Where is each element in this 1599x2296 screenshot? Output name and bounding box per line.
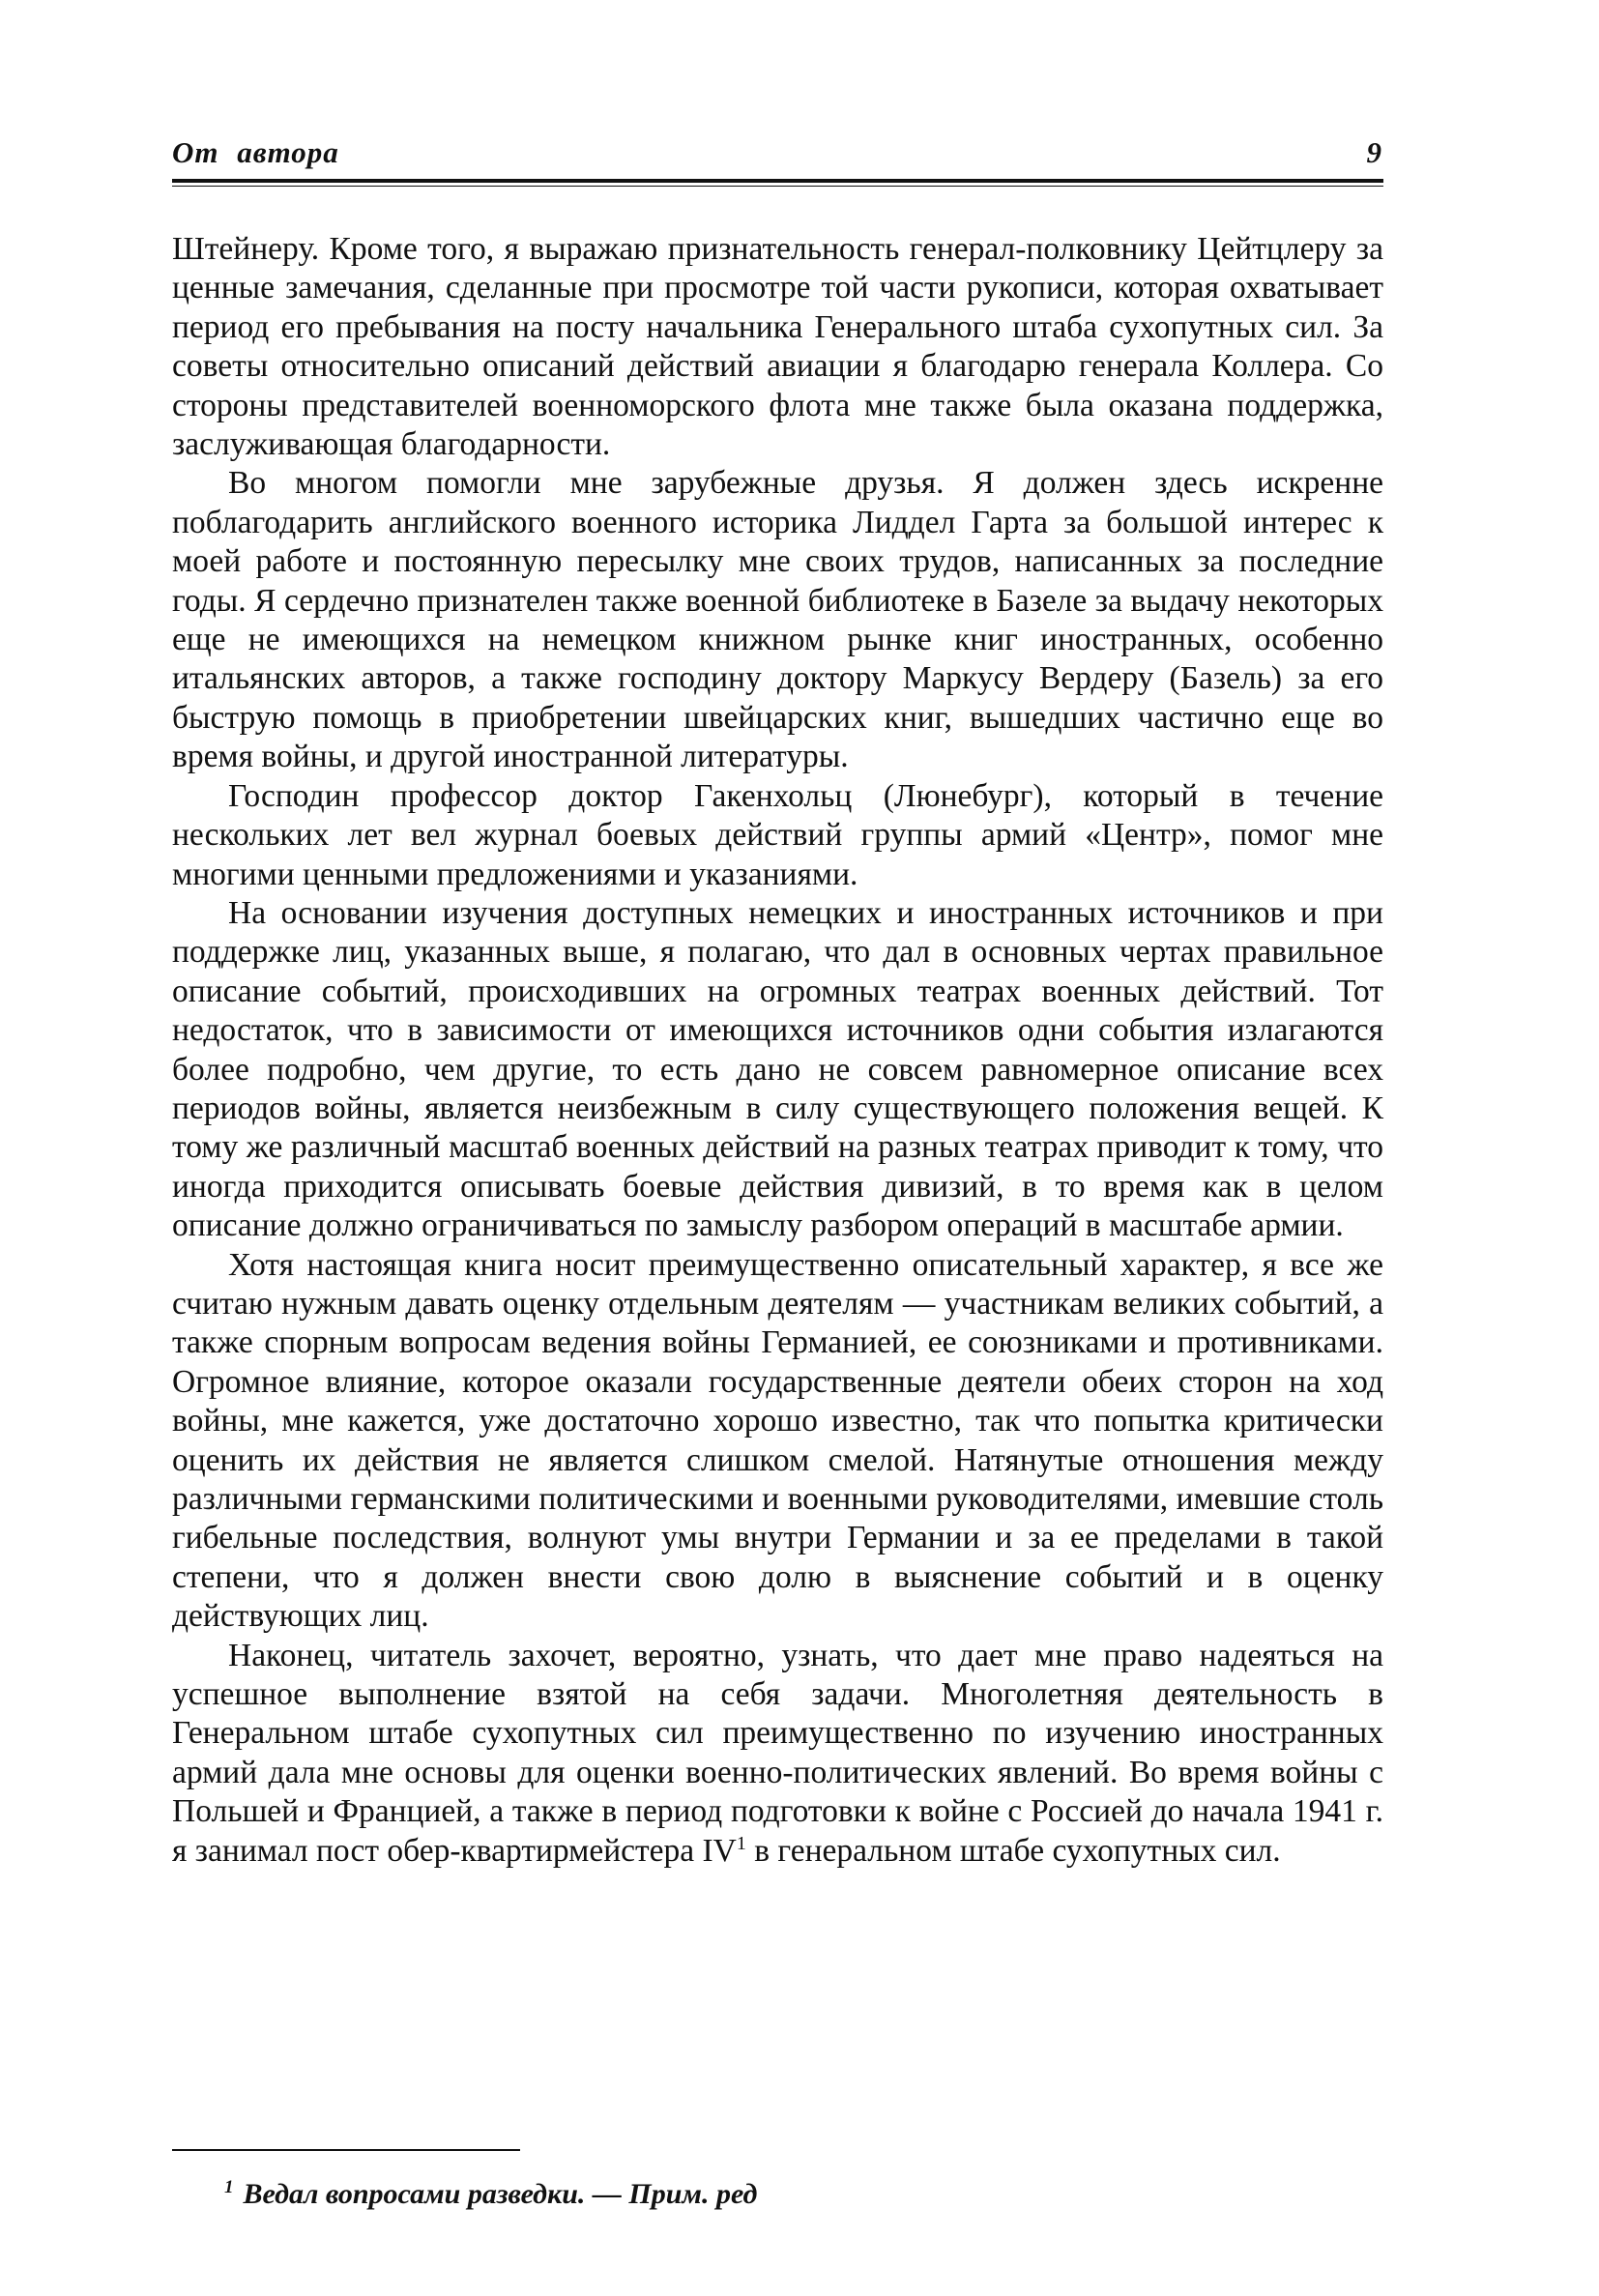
paragraph: Штейнеру. Кроме того, я выражаю признательность генерал-полковнику Цейтцлеру за ценные замечания, сделанные при просмотре той части рукописи, которая охватывает период его пребывания на посту начальника Генерального штаба сухопутных сил. За советы относительно описаний действий авиации я благодарю генерала Коллера. Со стороны представителей военноморского флота мне также была оказана поддержка, заслуживающая благодарности. <box>172 231 1383 463</box>
paragraph: На основании изучения доступных немецких и иностранных источников и при поддержке лиц, указанных выше, я полагаю, что дал в основных чертах правильное описание событий, происходивших на огромных театрах военных действий. Тот недостаток, что в зависимости от имеющихся источников одни события излагаются более подробно, чем другие, то есть дано не совсем равномерное описание всех периодов войны, является неизбежным в силу существующего положения вещей. К тому же различный масштаб военных действий на разных театрах приводит к тому, что иногда приходится описывать боевые действия дивизий, в то время как в целом описание должно ограничиваться по замыслу разбором операций в масштабе армии. <box>172 894 1383 1244</box>
footnote-text: Ведал вопросами разведки. — Прим. ред <box>243 2178 758 2210</box>
paragraph-text-end: в генеральном штабе сухопутных сил. <box>745 1832 1281 1869</box>
paragraph: Господин профессор доктор Гакенхольц (Люнебург), который в течение нескольких лет вел журнал боевых действий группы армий «Центр», помог мне многими ценными предложениями и указаниями. <box>172 777 1383 892</box>
chapter-title: От автора <box>172 135 339 169</box>
footnote-marker: 1 <box>224 2177 234 2197</box>
paragraph-last <box>172 1637 1383 1871</box>
footnote <box>224 2175 757 2214</box>
header-rule-thin <box>172 186 1383 187</box>
body-text <box>172 230 1383 1871</box>
footnote-reference[interactable]: 1 <box>736 1832 746 1854</box>
paragraph-text: Наконец, читатель захочет, вероятно, узнать, что дает мне право надеяться на успешное выполнение взятой на себя задачи. Многолетняя деятельность в Генеральном штабе сухопутных сил преимущественно по изучению иностранных армий дала мне основы для оценки военно-политических явлений. Во время войны с Польшей и Францией, а также в период подготовки к войне с Россией до начала 1941 г. я занимал пост обер-квартирмейстера IV <box>172 1637 1383 1869</box>
paragraph: Во многом помогли мне зарубежные друзья. Я должен здесь искренне поблагодарить английского военного историка Лиддел Гарта за большой интерес к моей работе и постоянную пересылку мне своих трудов, написанных за последние годы. Я сердечно признателен также военной библиотеке в Базеле за выдачу некоторых еще не имеющихся на немецком книжном рынке книг иностранных, особенно итальянских авторов, а также господину доктору Маркусу Вердеру (Базель) за его быструю помощь в приобретении швейцарских книг, вышедших частично еще во время войны, и другой иностранной литературы. <box>172 465 1383 775</box>
page-number: 9 <box>1366 135 1381 169</box>
running-header <box>172 130 1383 176</box>
paragraph: Хотя настоящая книга носит преимущественно описательный характер, я все же считаю нужным давать оценку отдельным деятелям — участникам великих событий, а также спорным вопросам ведения войны Германией, ее союзниками и противниками. Огромное влияние, которое оказали государственные деятели обеих сторон на ход войны, мне кажется, уже достаточно хорошо известно, так что попытка критически оценить их действия не является слишком смелой. Натянутые отношения между различными германскими политическими и военными руководителями, имевшие столь гибельные последствия, волнуют умы внутри Германии и за ее пределами в такой степени, что я должен внести свою долю в выяснение событий и в оценку действующих лиц. <box>172 1246 1383 1635</box>
footnote-separator <box>172 2149 520 2151</box>
header-rule-thick <box>172 179 1383 183</box>
